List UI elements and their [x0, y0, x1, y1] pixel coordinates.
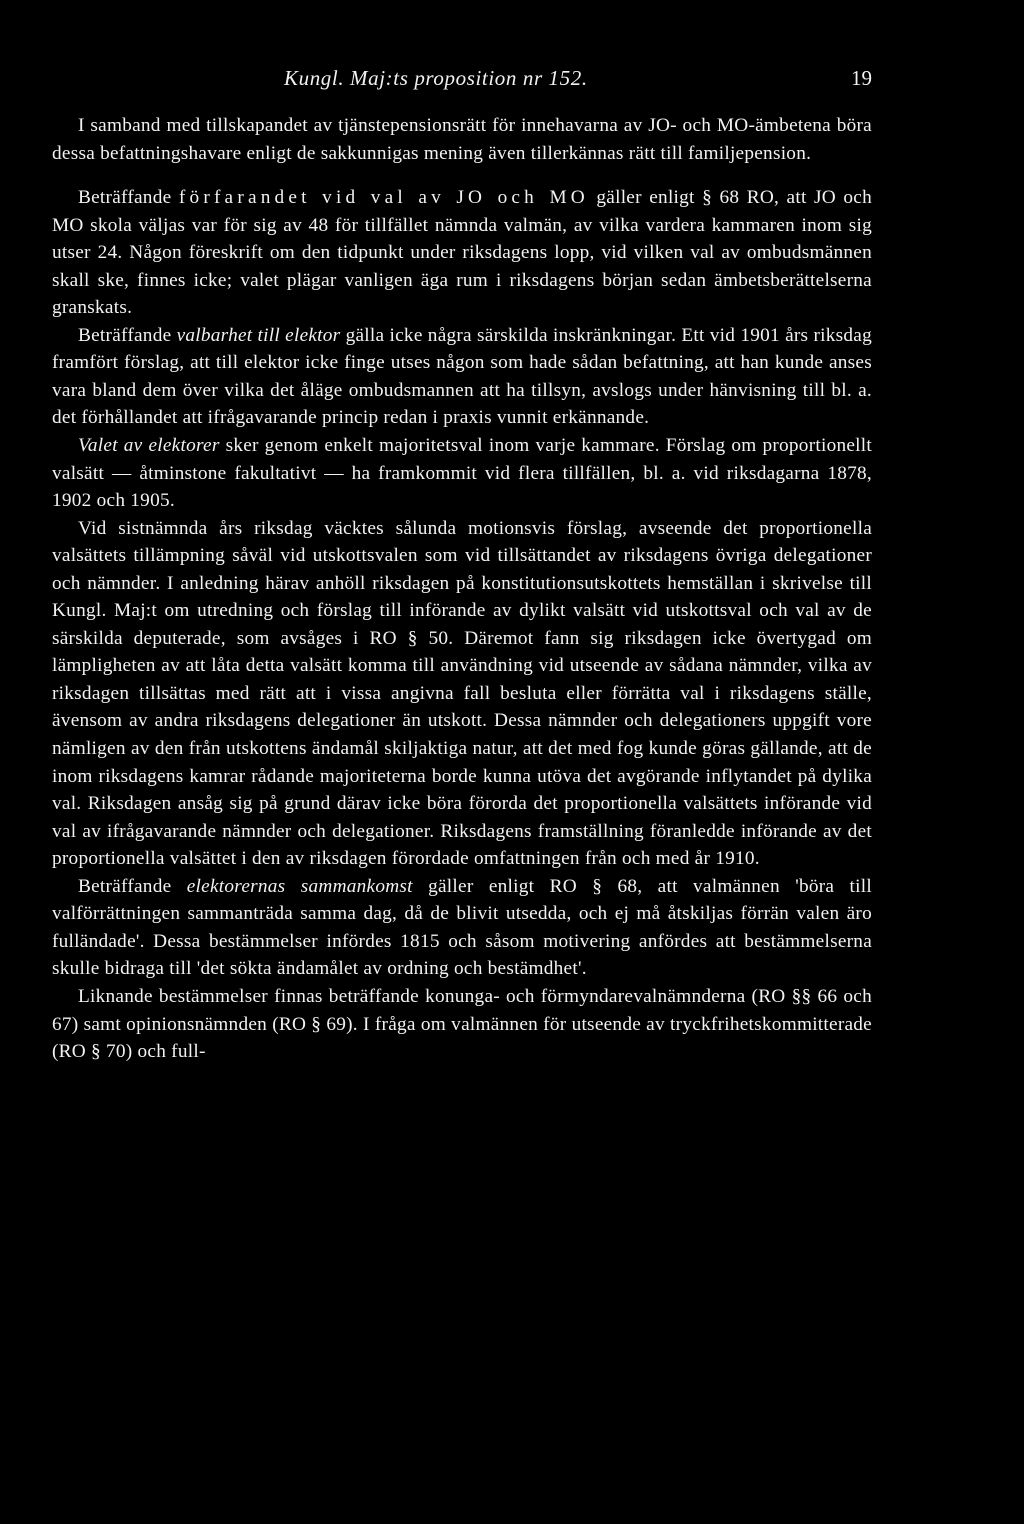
paragraph-3-body: gälla icke några särskilda inskränkningar. Ett vid 1901 års riksdag framfört förslag, att till elektor icke finge utses någon som hade sådan befattning, att han kunde anses vara bland dem över vilka det åläge ombudsmannen att ha tillsyn, avslogs under hänvisning till bl. a. det förhållandet att ifrågavarande princip redan i praxis vunnit erkännande. — [52, 324, 872, 429]
paragraph-3-italic-term: valbarhet till elektor — [176, 324, 341, 346]
paragraph-7: Liknande bestämmelser finnas beträffande konunga- och förmyndarevalnämnderna (RO §§ 66 och 67) samt opinionsnämnden (RO § 69). I fråga om valmännen för utseende av tryckfrihetskommitterade (RO § 70) och full- — [52, 985, 872, 1063]
paragraph-4 — [52, 432, 872, 515]
page-header — [52, 62, 872, 98]
running-title: Kungl. Maj:ts proposition nr 152. — [284, 66, 588, 90]
paragraph-4-body: sker genom enkelt majoritetsval inom varje kammare. Förslag om proportionellt valsätt — åtminstone fakultativt — ha framkommit vid flera tillfällen, bl. a. vid riksdagarna 1878, 1902 och 1905. — [52, 435, 872, 512]
paragraph-2-lead: Beträffande — [78, 187, 179, 209]
paragraph-2 — [52, 184, 872, 322]
paragraph-5: Vid sistnämnda års riksdag väcktes sålunda motionsvis förslag, avseende det proportionella valsättets tillämpning såväl vid utskottsvalen som vid tillsättandet av riksdagens övriga delegationer och nämnder. I anledning härav anhöll riksdagen på konstitutionsutskottets hemställan i skrivelse till Kungl. Maj:t om utredning och förslag till införande av dylikt valsätt vid utskottsval och val av de särskilda deputerade, som avsåges i RO § 50. Däremot fann sig riksdagen icke övertygad om lämpligheten av att låta detta valsätt komma till användning vid utseende av sådana nämnder, vilka av riksdagen tillsättas med rätt att i vissa angivna fall besluta eller förrätta val i riksdagens ställe, ävensom av andra riksdagens delegationer än utskott. Dessa nämnder och delegationers uppgift vore nämligen av den från utskottens ändamål skiljaktiga natur, att det med fog kunde göras gällande, att de inom riksdagens kamrar rådande majoriteterna borde kunna utöva det avgörande inflytandet på dylika val. Riksdagen ansåg sig på grund därav icke böra förorda det proportionella valsättets införande vid val av ifrågavarande nämnder och delegationer. Riksdagens framställning föranledde införande av det proportionella valsättet i den av riksdagen förordade omfattningen från och med år 1910. — [52, 517, 872, 870]
paragraph-6-lead: Beträffande — [78, 875, 187, 897]
paragraph-3-lead: Beträffande — [78, 324, 177, 346]
paragraph-4-italic-term: Valet av elektorer — [78, 435, 220, 457]
body-text — [52, 112, 872, 1066]
page-number: 19 — [851, 66, 872, 90]
paragraph-6-italic-term: elektorernas sammankomst — [186, 875, 413, 897]
paragraph-6 — [52, 873, 872, 983]
document-page — [52, 62, 872, 1066]
paragraph-2-body: gäller enligt § 68 RO, att JO och MO skola väljas var för sig av 48 för tillfället nämnda valmän, av vilka vardera kammaren inom sig utser 24. Någon föreskrift om den tidpunkt under riksdagens lopp, vid vilken val av ombudsmännen skall ske, finnes icke; valet plägar vanligen äga rum i riksdagens början sedan ämbetsberättelserna granskats. — [52, 187, 873, 319]
paragraph-3 — [52, 322, 872, 432]
paragraph-1: I samband med tillskapandet av tjänstepensionsrätt för innehavarna av JO- och MO-ämbetena böra dessa befattningshavare enligt de sakkunnigas mening även tillerkännas rätt till familjepension. — [52, 115, 872, 164]
paragraph-2-spaced-term: förfarandet vid val av JO och MO — [178, 187, 589, 209]
paragraph-6-body: gäller enligt RO § 68, att valmännen 'böra till valförrättningen sammanträda samma dag, då de blivit utsedda, och ej må åtskiljas förrän valen äro fulländade'. Dessa bestämmelser infördes 1815 och såsom motivering anfördes att bestämmelserna skulle bidraga till 'det sökta ändamålet av ordning och bestämdhet'. — [52, 875, 872, 980]
